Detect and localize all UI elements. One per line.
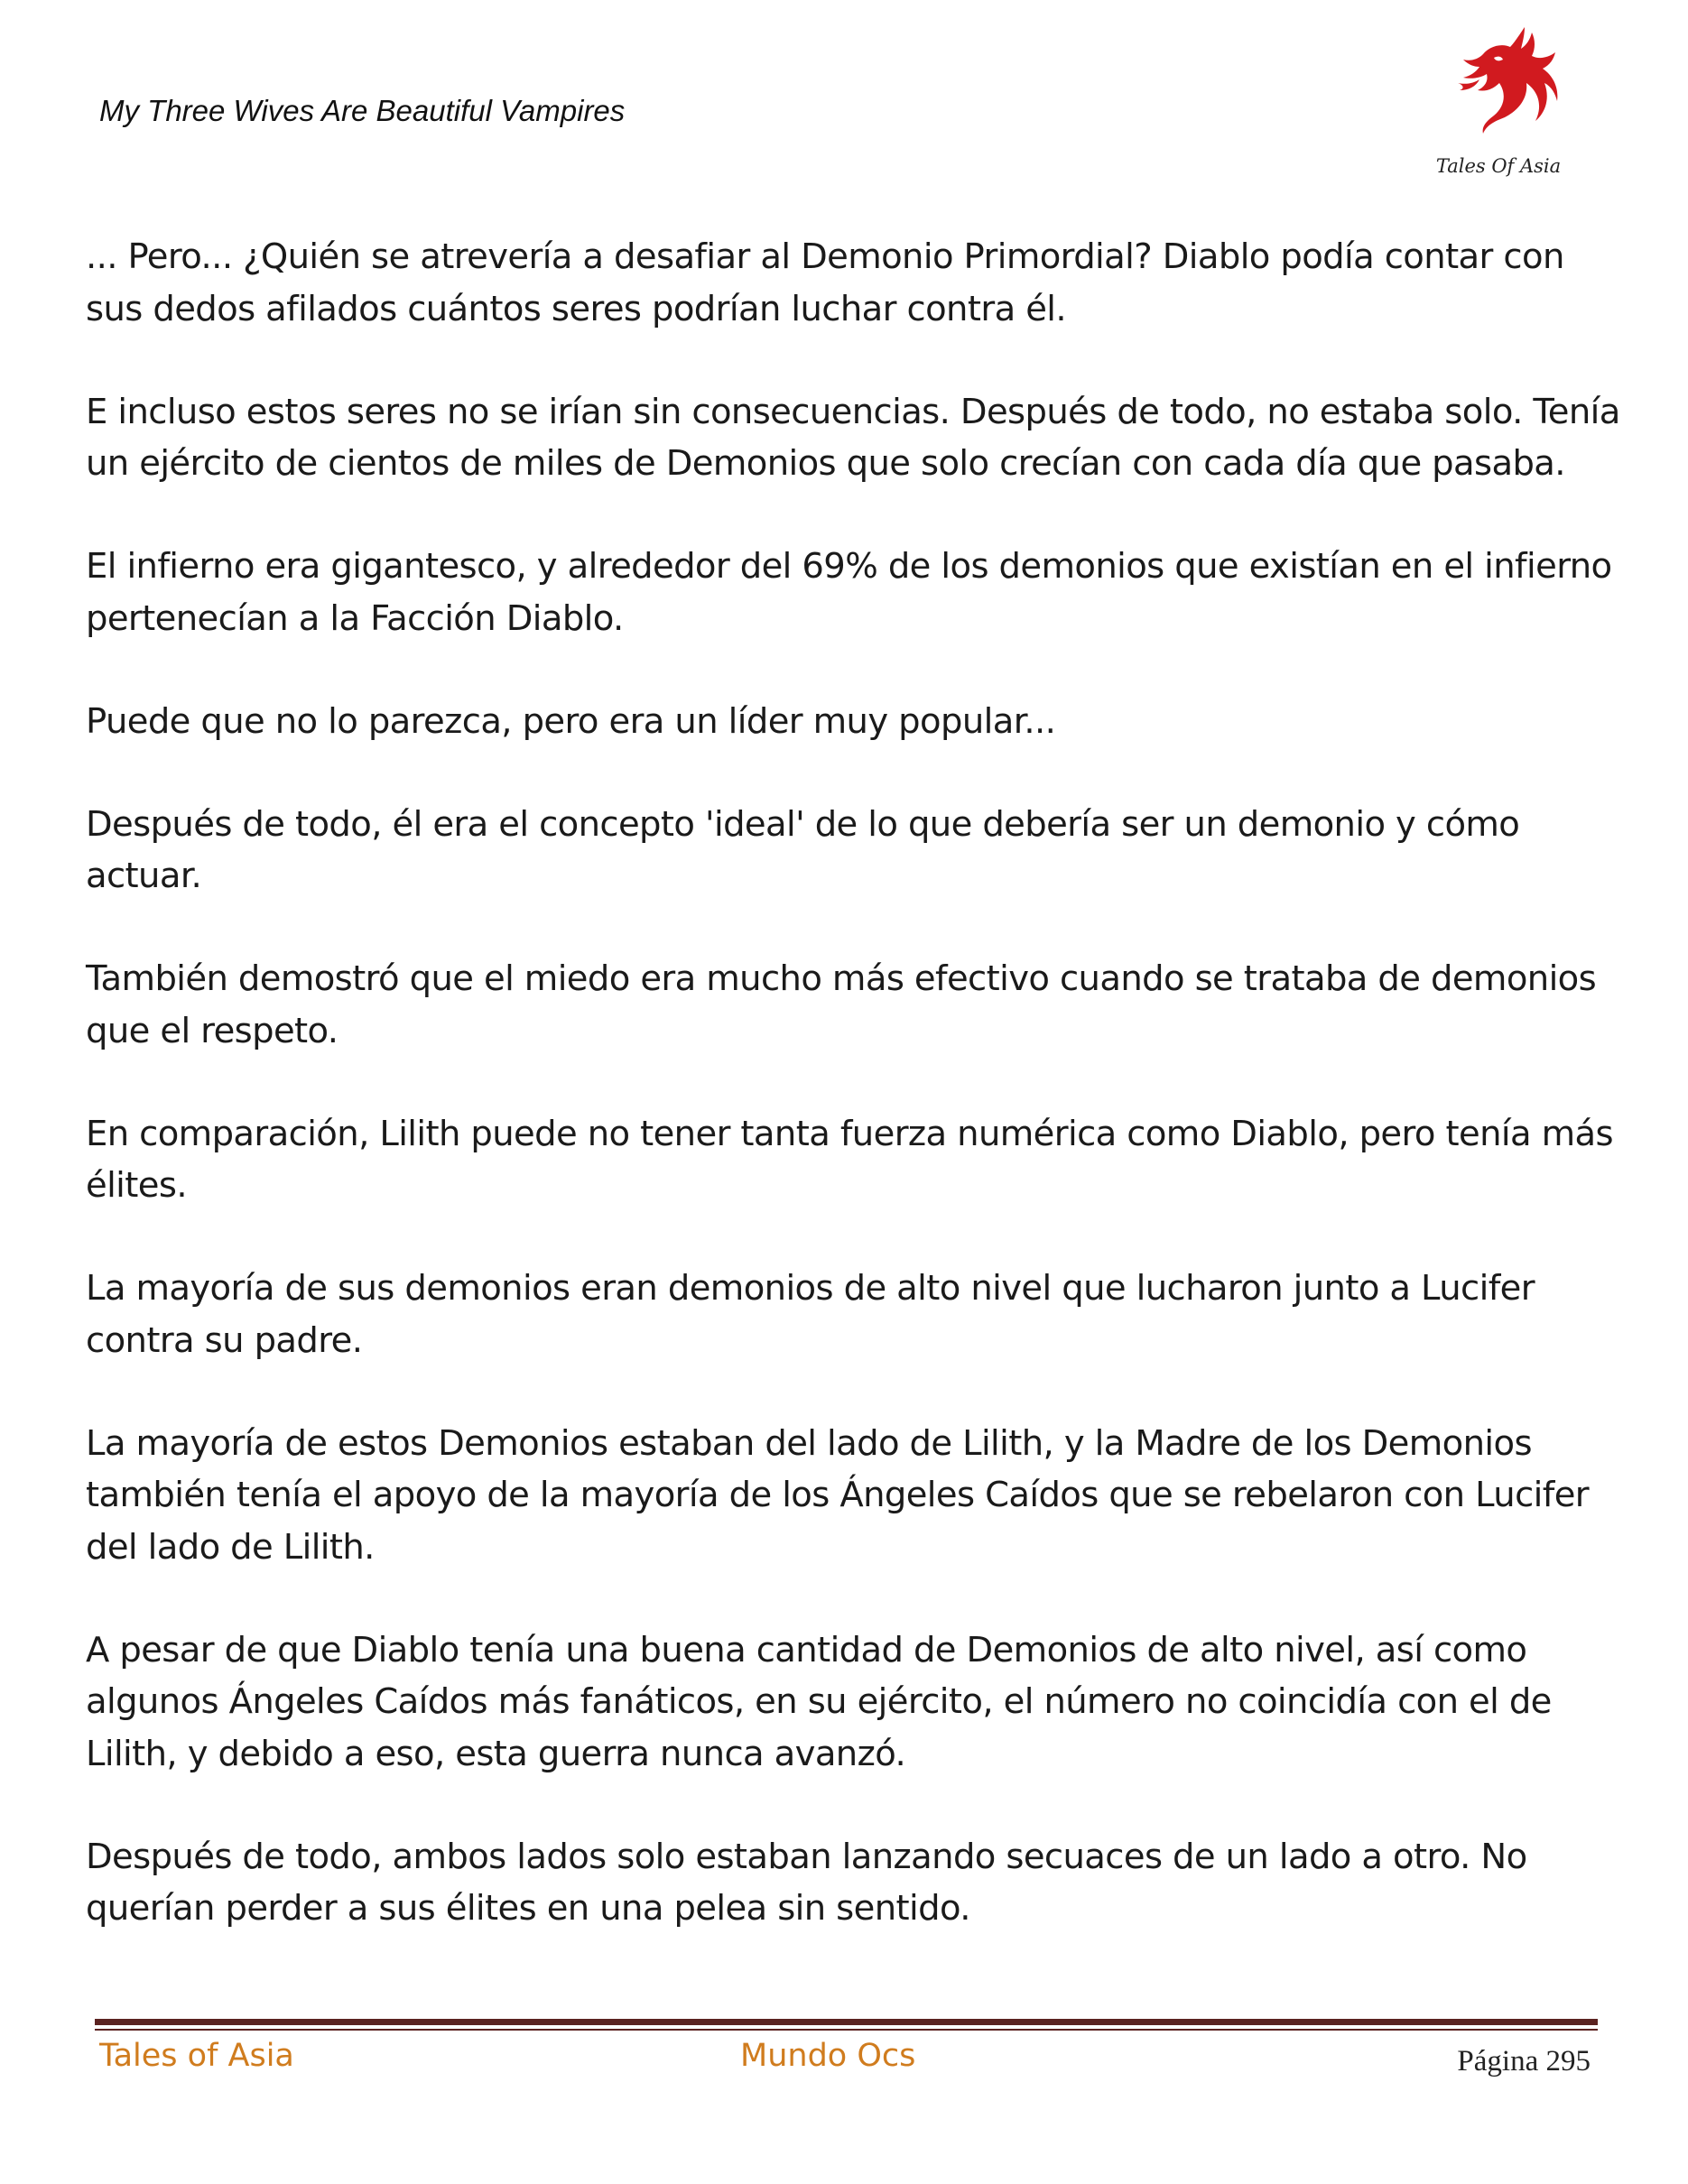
- footer-rule-thin: [95, 2029, 1598, 2031]
- tales-of-asia-logo: [1431, 20, 1566, 182]
- paragraph: También demostró que el miedo era mucho más efectivo cuando se trataba de demonios que el respeto.: [86, 958, 1597, 1051]
- paragraph: La mayoría de estos Demonios estaban del lado de Lilith, y la Madre de los Demonios también tenía el apoyo de la mayoría de los Ángeles Caídos que se rebelaron con Lucifer del lado de Lilith.: [86, 1422, 1590, 1568]
- book-title: My Three Wives Are Beautiful Vampires: [99, 94, 626, 127]
- paragraph: La mayoría de sus demonios eran demonios de alto nivel que lucharon junto a Lucifer contra su padre.: [86, 1268, 1535, 1361]
- paragraph: Después de todo, él era el concepto 'ideal' de lo que debería ser un demonio y cómo actuar.: [86, 803, 1520, 896]
- logo-text: Tales Of Asia: [1435, 155, 1562, 177]
- dragon-icon: [1431, 20, 1566, 155]
- footer-section: Mundo Ocs: [740, 2038, 916, 2074]
- paragraph: Puede que no lo parezca, pero era un líder muy popular...: [86, 700, 1056, 742]
- footer-publisher: Tales of Asia: [99, 2038, 294, 2074]
- paragraph: El infierno era gigantesco, y alrededor del 69% de los demonios que existían en el infierno pertenecían a la Facción Diablo.: [86, 546, 1612, 639]
- paragraph: A pesar de que Diablo tenía una buena cantidad de Demonios de alto nivel, así como algunos Ángeles Caídos más fanáticos, en su ejército, el número no coincidía con el de Lilith, y debido a eso, esta guerra nunca avanzó.: [86, 1629, 1552, 1774]
- paragraph: En comparación, Lilith puede no tener tanta fuerza numérica como Diablo, pero tenía más élites.: [86, 1113, 1613, 1206]
- paragraph: E incluso estos seres no se irían sin consecuencias. Después de todo, no estaba solo. Tenía un ejército de cientos de miles de Demonios que solo crecían con cada día que pasaba.: [86, 391, 1620, 484]
- paragraph: Después de todo, ambos lados solo estaban lanzando secuaces de un lado a otro. No querían perder a sus élites en una pelea sin sentido.: [86, 1836, 1527, 1929]
- paragraph: ... Pero... ¿Quién se atrevería a desafiar al Demonio Primordial? Diablo podía contar con sus dedos afilados cuántos seres podrían luchar contra él.: [86, 236, 1564, 329]
- chapter-body: [86, 231, 1620, 1985]
- footer-rule-thick: [95, 2019, 1598, 2025]
- page-number: Página 295: [1457, 2045, 1591, 2078]
